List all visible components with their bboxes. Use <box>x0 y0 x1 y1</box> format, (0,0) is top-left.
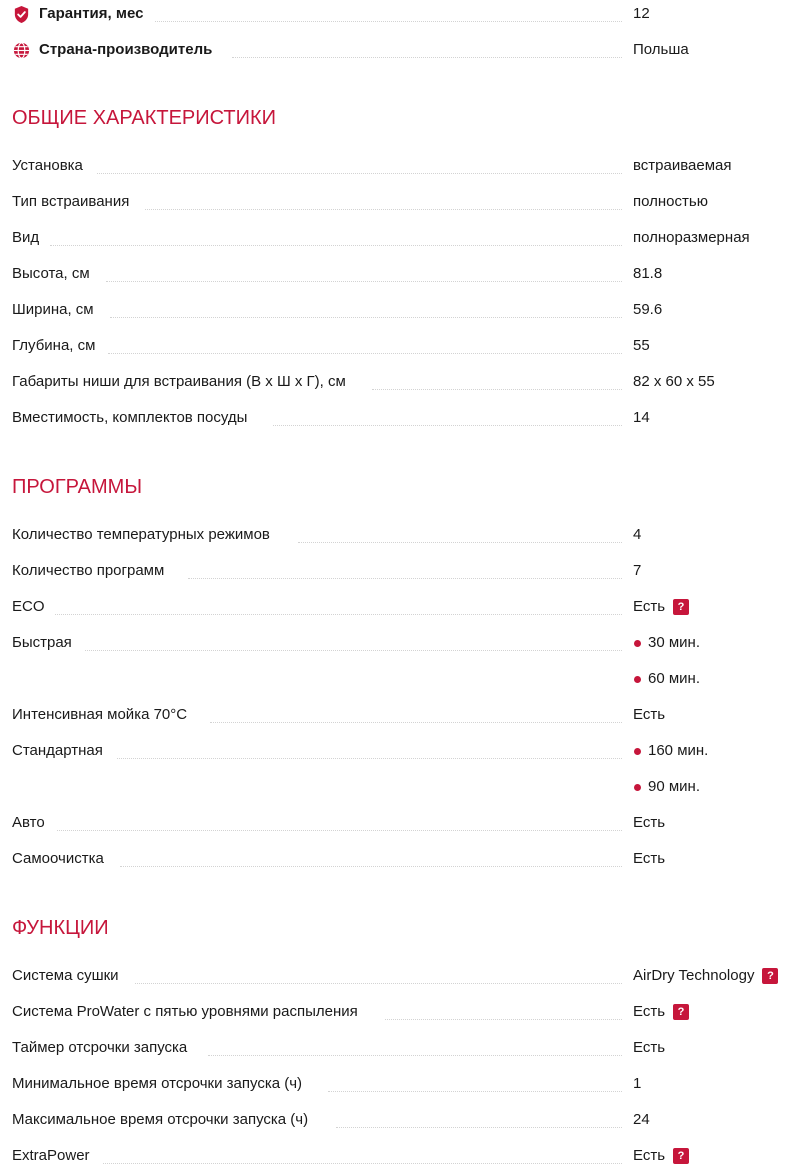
dotted-leader <box>106 281 622 282</box>
spec-value: 12 <box>633 5 650 22</box>
spec-row <box>0 364 788 400</box>
spec-row-continuation <box>0 661 788 697</box>
spec-value: 55 <box>633 337 650 354</box>
bullet-icon <box>634 676 641 683</box>
spec-value: 4 <box>633 526 642 543</box>
dotted-leader <box>85 650 622 651</box>
spec-row <box>0 1102 788 1138</box>
spec-value: 24 <box>633 1111 650 1128</box>
dotted-leader <box>97 173 622 174</box>
spec-row <box>0 1030 788 1066</box>
dotted-leader <box>110 317 622 318</box>
spec-label: Ширина, см <box>12 301 94 318</box>
spec-row <box>0 625 788 661</box>
dotted-leader <box>232 57 622 58</box>
spec-row <box>0 1138 788 1174</box>
spec-row <box>0 220 788 256</box>
spec-label: Глубина, см <box>12 337 96 354</box>
shield-check-icon <box>12 5 31 24</box>
spec-value-text: Есть <box>633 1003 666 1020</box>
spec-label: Установка <box>12 157 83 174</box>
dotted-leader <box>328 1091 622 1092</box>
dotted-leader <box>145 209 622 210</box>
spec-value <box>633 742 708 760</box>
spec-label: Быстрая <box>12 634 72 651</box>
spec-value <box>633 634 700 652</box>
spec-label: Гарантия, мес <box>39 5 144 22</box>
spec-value: 7 <box>633 562 642 579</box>
spec-value: Польша <box>633 41 689 58</box>
spec-label: Минимальное время отсрочки запуска (ч) <box>12 1075 303 1092</box>
spec-row-warranty <box>0 0 788 32</box>
spec-row <box>0 589 788 625</box>
spec-row <box>0 841 788 877</box>
spec-row <box>0 256 788 292</box>
spec-row <box>0 184 788 220</box>
dotted-leader <box>155 21 622 22</box>
section-title-programs: ПРОГРАММЫ <box>12 476 143 498</box>
spec-label: Система ProWater с пятью уровнями распыления <box>12 1003 358 1020</box>
spec-row <box>0 517 788 553</box>
spec-row <box>0 148 788 184</box>
dotted-leader <box>273 425 622 426</box>
spec-value-text: AirDry Technology <box>633 967 755 984</box>
help-icon[interactable]: ? <box>673 599 689 615</box>
spec-value: 1 <box>633 1075 642 1092</box>
spec-value: Есть <box>633 706 666 723</box>
dotted-leader <box>135 983 622 984</box>
help-icon[interactable]: ? <box>673 1148 689 1164</box>
spec-value <box>633 670 700 688</box>
spec-label: Таймер отсрочки запуска <box>12 1039 188 1056</box>
bullet-icon <box>634 748 641 755</box>
spec-row <box>0 400 788 436</box>
spec-value <box>633 778 700 796</box>
spec-value <box>633 1147 689 1165</box>
spec-label: ECO <box>12 598 45 615</box>
spec-value: полностью <box>633 193 708 210</box>
spec-label: Высота, см <box>12 265 90 282</box>
help-icon[interactable]: ? <box>673 1004 689 1020</box>
bullet-icon <box>634 640 641 647</box>
spec-label: Авто <box>12 814 45 831</box>
dotted-leader <box>336 1127 622 1128</box>
spec-row <box>0 958 788 994</box>
spec-row <box>0 994 788 1030</box>
spec-label: Стандартная <box>12 742 103 759</box>
spec-row <box>0 328 788 364</box>
spec-value-text: 30 мин. <box>648 634 700 651</box>
spec-value-text: Есть <box>633 1147 666 1164</box>
spec-value: 59.6 <box>633 301 663 318</box>
dotted-leader <box>55 614 622 615</box>
dotted-leader <box>372 389 622 390</box>
spec-value <box>633 1003 689 1021</box>
spec-value-text: 160 мин. <box>648 742 709 759</box>
help-icon[interactable]: ? <box>762 968 778 984</box>
dotted-leader <box>117 758 622 759</box>
spec-value-text: 90 мин. <box>648 778 700 795</box>
spec-row <box>0 697 788 733</box>
bullet-icon <box>634 784 641 791</box>
globe-icon <box>12 41 31 60</box>
spec-value: 81.8 <box>633 265 663 282</box>
spec-label: Вместимость, комплектов посуды <box>12 409 248 426</box>
spec-label: Количество температурных режимов <box>12 526 270 543</box>
section-title-functions: ФУНКЦИИ <box>12 917 109 939</box>
spec-value-text: 60 мин. <box>648 670 700 687</box>
dotted-leader <box>103 1163 622 1164</box>
spec-row <box>0 553 788 589</box>
spec-row-continuation <box>0 769 788 805</box>
spec-value: 14 <box>633 409 650 426</box>
spec-label: Интенсивная мойка 70°C <box>12 706 188 723</box>
spec-value-text: Есть <box>633 598 666 615</box>
dotted-leader <box>210 722 622 723</box>
spec-value: Есть <box>633 814 666 831</box>
dotted-leader <box>188 578 622 579</box>
spec-row-country <box>0 32 788 68</box>
dotted-leader <box>208 1055 622 1056</box>
spec-value: Есть <box>633 1039 666 1056</box>
spec-value <box>633 598 689 616</box>
dotted-leader <box>298 542 622 543</box>
spec-label: Максимальное время отсрочки запуска (ч) <box>12 1111 309 1128</box>
spec-row <box>0 805 788 841</box>
spec-value: встраиваемая <box>633 157 732 174</box>
dotted-leader <box>385 1019 622 1020</box>
spec-value: полноразмерная <box>633 229 750 246</box>
dotted-leader <box>57 830 622 831</box>
spec-value: 82 х 60 х 55 <box>633 373 715 390</box>
dotted-leader <box>50 245 622 246</box>
spec-label: Система сушки <box>12 967 119 984</box>
spec-label: Габариты ниши для встраивания (В х Ш х Г), см <box>12 373 346 390</box>
spec-row <box>0 292 788 328</box>
section-title-general: ОБЩИЕ ХАРАКТЕРИСТИКИ <box>12 107 277 129</box>
spec-value <box>633 967 778 985</box>
spec-label: Тип встраивания <box>12 193 130 210</box>
spec-row <box>0 1066 788 1102</box>
spec-label: Вид <box>12 229 40 246</box>
spec-label: ExtraPower <box>12 1147 90 1164</box>
dotted-leader <box>108 353 622 354</box>
spec-row <box>0 733 788 769</box>
spec-label: Самоочистка <box>12 850 104 867</box>
spec-label: Количество программ <box>12 562 165 579</box>
spec-value: Есть <box>633 850 666 867</box>
dotted-leader <box>120 866 622 867</box>
spec-label: Страна-производитель <box>39 41 213 58</box>
